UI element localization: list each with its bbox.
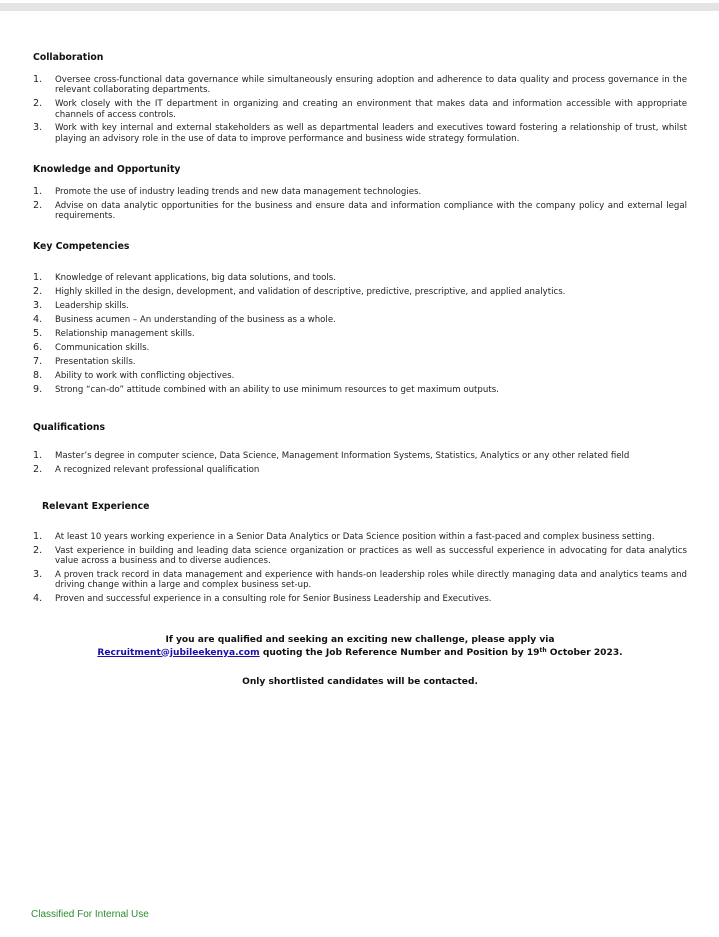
list-number: 4.: [33, 593, 43, 605]
list-item-text: Business acumen – An understanding of the business as a whole.: [55, 315, 336, 325]
list-item: [33, 371, 687, 381]
date-ordinal-suffix: th: [539, 646, 547, 654]
list-item: [33, 301, 687, 311]
qualifications-list: [33, 451, 673, 479]
list-item: [33, 385, 687, 395]
apply-line-2-text: quoting the Job Reference Number and Position by 19: [259, 647, 540, 658]
list-item-text: Proven and successful experience in a consulting role for Senior Business Leadership and Executives.: [55, 594, 492, 605]
list-number: 2.: [33, 286, 43, 297]
apply-line-1: If you are qualified and seeking an exciting new challenge, please apply via: [165, 635, 555, 645]
list-item: [33, 357, 687, 367]
list-item: [33, 123, 687, 144]
list-number: 4.: [33, 314, 43, 325]
classification-footer: Classified For Internal Use: [31, 909, 149, 920]
list-item: [33, 546, 687, 567]
list-number: 6.: [33, 342, 43, 353]
section-heading-qualifications: Qualifications: [33, 422, 106, 433]
list-number: 1.: [33, 74, 43, 85]
apply-line-2: [33, 647, 687, 660]
list-number: 2.: [33, 463, 43, 475]
list-item-text: Promote the use of industry leading trends and new data management technologies.: [55, 187, 422, 197]
list-number: 3.: [33, 569, 43, 580]
list-item: [33, 329, 687, 339]
knowledge-list: [33, 187, 687, 225]
list-item: [33, 451, 673, 461]
list-number: 2.: [33, 199, 43, 211]
list-item: [33, 532, 687, 542]
list-item-text: Master’s degree in computer science, Data Science, Management Information Systems, Statistics, Analytics or any other related field: [55, 451, 630, 461]
section-heading-knowledge: Knowledge and Opportunity: [33, 164, 181, 175]
list-item: [33, 570, 687, 591]
list-number: 5.: [33, 328, 43, 339]
list-item-text: A proven track record in data management and experience with hands-on leadership roles while directly managing data and analytics teams and driving change within a large and complex business set-up.: [55, 570, 687, 591]
list-item-text: At least 10 years working experience in a Senior Data Analytics or Data Science position within a fast-paced and complex business setting.: [55, 532, 655, 542]
list-item-text: Oversee cross-functional data governance while simultaneously ensuring adoption and adherence to data quality and process governance in the relevant collaborating departments.: [55, 75, 687, 96]
list-item: [33, 201, 687, 222]
list-item-text: Communication skills.: [55, 343, 150, 353]
list-number: 8.: [33, 370, 43, 381]
list-item-text: Vast experience in building and leading data science organization or practices as well as successful experience in advocating for data analytics value across a business and to diverse audiences.: [55, 545, 687, 567]
list-number: 2.: [33, 544, 43, 556]
section-heading-competencies: Key Competencies: [33, 241, 130, 252]
list-item-text: Work closely with the IT department in organizing and creating an environment that makes data and information accessible with appropriate channels of access controls.: [55, 99, 687, 120]
shortlist-note: Only shortlisted candidates will be contacted.: [242, 677, 478, 687]
list-number: 3.: [33, 300, 43, 311]
list-item: [33, 465, 673, 475]
section-heading-experience: Relevant Experience: [42, 501, 150, 512]
list-number: 3.: [33, 122, 43, 134]
list-number: 1.: [33, 450, 43, 461]
list-item-text: Knowledge of relevant applications, big data solutions, and tools.: [55, 273, 337, 283]
apply-instructions: [33, 634, 687, 659]
list-number: 7.: [33, 356, 43, 367]
list-number: 1.: [33, 272, 43, 283]
list-item: [33, 315, 687, 325]
list-item-text: Relationship management skills.: [55, 329, 195, 339]
list-item: [33, 187, 687, 197]
list-item: [33, 273, 687, 283]
experience-list: [33, 532, 687, 608]
list-number: 9.: [33, 384, 43, 395]
top-toolbar-strip: [0, 3, 719, 11]
section-heading-collaboration: Collaboration: [33, 52, 104, 63]
list-item: [33, 75, 687, 96]
list-item: [33, 594, 687, 604]
list-number: 1.: [33, 531, 43, 542]
list-item: [33, 343, 687, 353]
list-number: 2.: [33, 98, 43, 110]
list-number: 1.: [33, 186, 43, 197]
recruitment-email-link[interactable]: Recruitment@jubileekenya.com: [97, 647, 260, 658]
list-item-text: Advise on data analytic opportunities for the business and ensure data and information compliance with the company policy and external legal requirements.: [55, 200, 687, 222]
list-item-text: Work with key internal and external stakeholders as well as departmental leaders and executives toward fostering a relationship of trust, whilst playing an advisory role in the use of data to improve performance and business wide strategy formulation.: [55, 123, 687, 144]
competencies-list: [33, 273, 687, 399]
list-item: [33, 99, 687, 120]
list-item: [33, 287, 687, 297]
list-item-text: Ability to work with conflicting objectives.: [55, 371, 235, 381]
list-item-text: Leadership skills.: [55, 301, 129, 311]
list-item-text: Strong “can-do” attitude combined with an ability to use minimum resources to get maximum outputs.: [55, 385, 499, 395]
list-item-text: A recognized relevant professional qualification: [55, 464, 260, 475]
apply-line-2-date: October 2023.: [546, 647, 623, 658]
list-item-text: Highly skilled in the design, development, and validation of descriptive, predictive, prescriptive, and applied analytics.: [55, 287, 566, 297]
collaboration-list: [33, 75, 687, 148]
list-item-text: Presentation skills.: [55, 357, 136, 367]
